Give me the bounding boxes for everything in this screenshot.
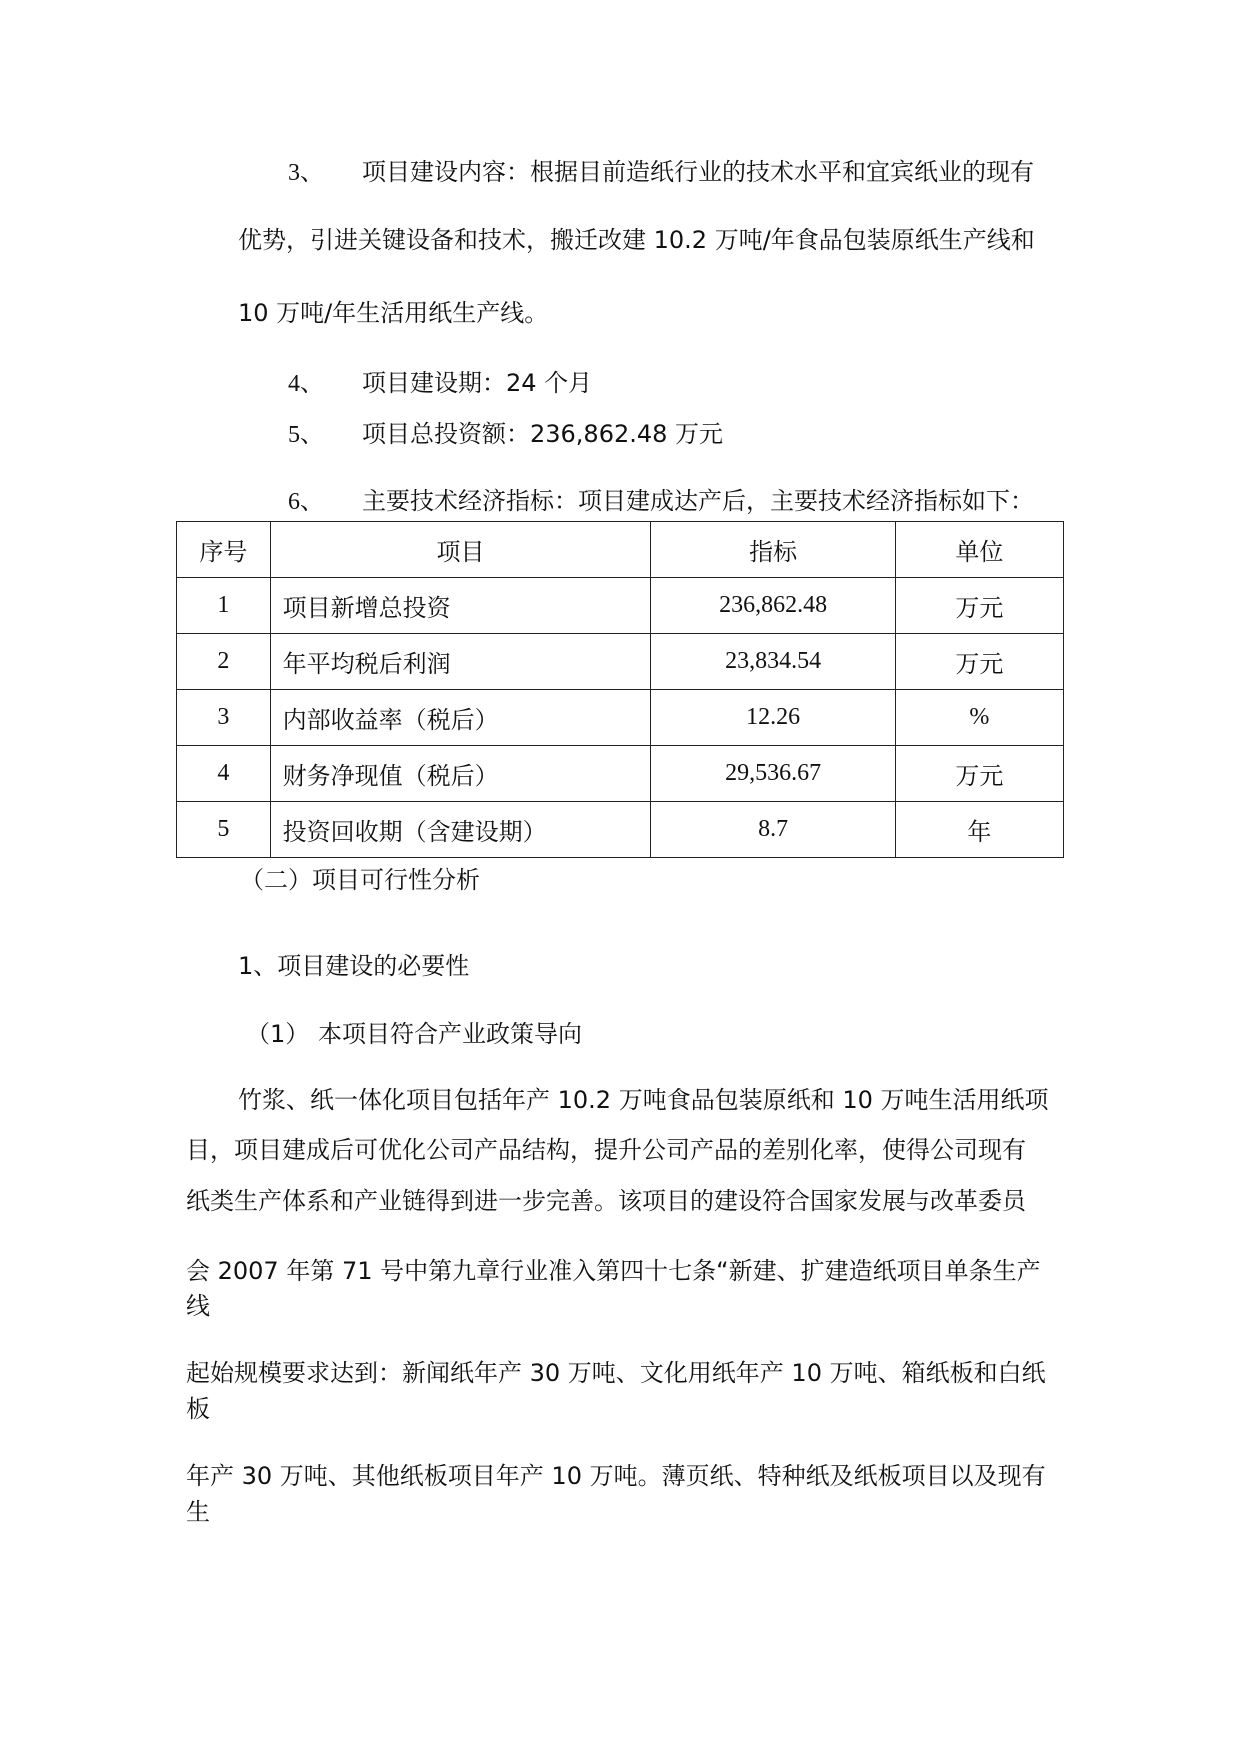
row-seq: 3 [177,690,271,746]
table-row [177,746,1064,802]
header-seq: 序号 [177,522,271,578]
row-unit: 万元 [895,746,1063,802]
row-value: 8.7 [651,802,895,858]
item-3-line1 [288,156,1034,189]
item-3-number: 3、 [288,160,324,186]
section-heading-feasibility: （二）项目可行性分析 [240,866,480,894]
item-5-number: 5、 [288,422,324,448]
paragraph-line: 起始规模要求达到：新闻纸年产 30 万吨、文化用纸年产 10 万吨、箱纸板和白纸 [186,1359,1046,1387]
header-item: 项目 [270,522,651,578]
row-value: 23,834.54 [651,634,895,690]
table-row [177,690,1064,746]
paragraph-line: 纸类生产体系和产业链得到进一步完善。该项目的建设符合国家发展与改革委员 [186,1187,1026,1215]
row-seq: 5 [177,802,271,858]
header-value: 指标 [651,522,895,578]
item-3-text: 项目建设内容：根据目前造纸行业的技术水平和宜宾纸业的现有 [362,158,1034,186]
row-unit: 万元 [895,578,1063,634]
row-seq: 2 [177,634,271,690]
item-4 [288,367,592,400]
row-item: 项目新增总投资 [270,578,651,634]
row-item: 内部收益率（税后） [270,690,651,746]
row-seq: 4 [177,746,271,802]
row-value: 29,536.67 [651,746,895,802]
row-value: 236,862.48 [651,578,895,634]
row-unit: 年 [895,802,1063,858]
row-value: 12.26 [651,690,895,746]
table-row [177,802,1064,858]
item-5-text: 项目总投资额：236,862.48 万元 [362,420,724,448]
header-unit: 单位 [895,522,1063,578]
subheading-necessity: 1、项目建设的必要性 [238,952,470,980]
item-4-number: 4、 [288,371,324,397]
paragraph-line: 竹浆、纸一体化项目包括年产 10.2 万吨食品包装原纸和 10 万吨生活用纸项 [238,1086,1049,1114]
paragraph-line: 生 [186,1498,210,1526]
subheading-policy-number: （1） [246,1020,310,1048]
item-4-text: 项目建设期：24 个月 [362,369,593,397]
paragraph-line: 板 [186,1395,210,1423]
row-item: 年平均税后利润 [270,634,651,690]
item-6 [288,485,1034,518]
row-unit: % [895,690,1063,746]
subheading-policy [246,1018,582,1050]
row-item: 投资回收期（含建设期） [270,802,651,858]
item-5 [288,418,723,451]
indicators-table [176,521,1064,858]
row-seq: 1 [177,578,271,634]
item-6-text: 主要技术经济指标：项目建成达产后，主要技术经济指标如下： [362,487,1034,515]
subheading-policy-text: 本项目符合产业政策导向 [318,1020,582,1048]
paragraph-line: 目，项目建成后可优化公司产品结构，提升公司产品的差别化率，使得公司现有 [186,1136,1026,1164]
row-item: 财务净现值（税后） [270,746,651,802]
row-unit: 万元 [895,634,1063,690]
paragraph-line: 年产 30 万吨、其他纸板项目年产 10 万吨。薄页纸、特种纸及纸板项目以及现有 [186,1462,1046,1490]
item-3-line3: 10 万吨/年生活用纸生产线。 [238,299,549,327]
paragraph-line: 线 [186,1292,210,1320]
paragraph-line: 会 2007 年第 71 号中第九章行业准入第四十七条“新建、扩建造纸项目单条生产 [186,1257,1041,1285]
table-header-row [177,522,1064,578]
table-row [177,634,1064,690]
table-row [177,578,1064,634]
item-3-line2: 优势，引进关键设备和技术，搬迁改建 10.2 万吨/年食品包装原纸生产线和 [238,226,1035,254]
item-6-number: 6、 [288,489,324,515]
